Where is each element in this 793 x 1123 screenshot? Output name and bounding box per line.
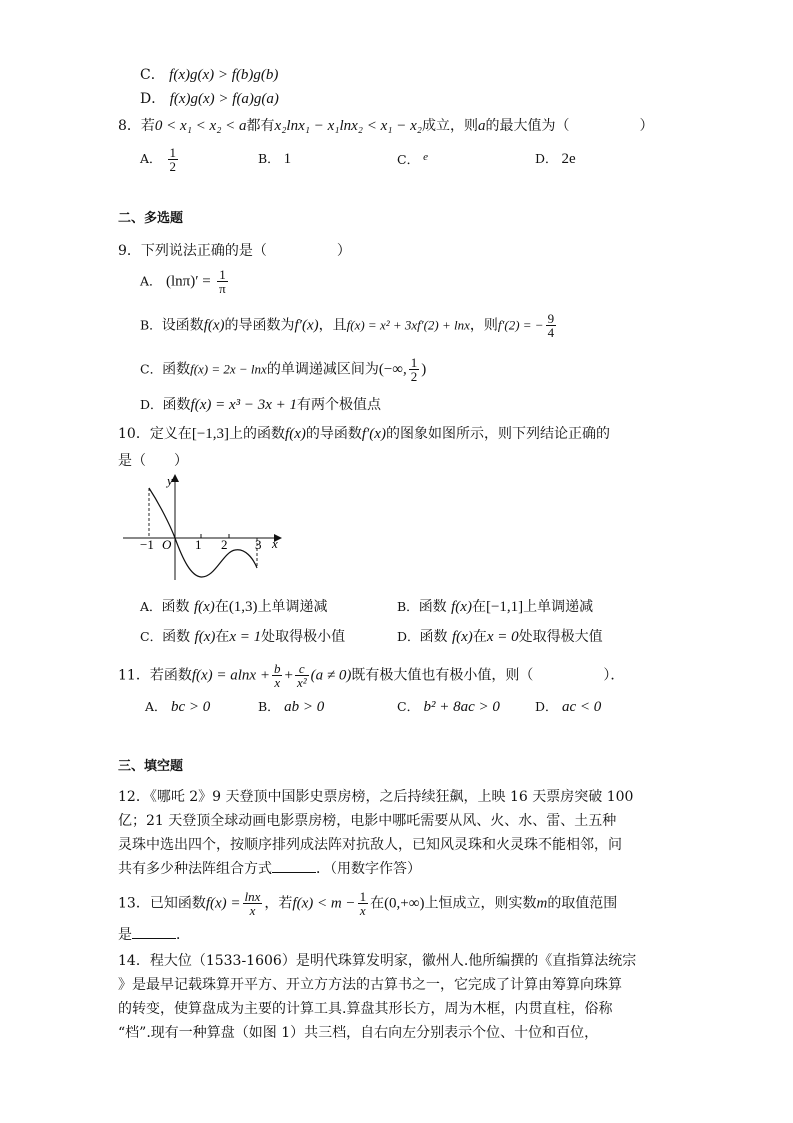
q11-option-d bbox=[535, 698, 601, 716]
math-operator: + bbox=[284, 667, 293, 684]
stem-text: 《哪吒 2》9 天登顶中国影史票房榜，之后持续狂飙，上映 16 天票房突破 100 bbox=[149, 789, 634, 805]
numerator: lnx bbox=[244, 889, 261, 904]
numerator: b bbox=[273, 661, 281, 676]
option-text: 在 bbox=[215, 629, 230, 645]
math-expression: (0,+∞) bbox=[384, 895, 425, 912]
question-number: 14． bbox=[118, 953, 150, 969]
stem-text: 的最大值为（ ） bbox=[485, 118, 654, 134]
q14-line4: “档”.现有一种算盘（如图 1）共三档，自右向左分别表示个位、十位和百位， bbox=[118, 1025, 599, 1041]
q10-option-b bbox=[397, 598, 593, 616]
q8-option-a bbox=[140, 146, 180, 173]
q7-option-d bbox=[140, 90, 279, 108]
math-variable: m bbox=[536, 895, 548, 912]
q11-option-b bbox=[258, 698, 324, 716]
option-value: e bbox=[423, 151, 428, 163]
option-text: 函数 bbox=[162, 397, 191, 413]
math-expression: (a ≠ 0) bbox=[310, 667, 352, 684]
stem-text: 的图象如图所示，则下列结论正确的 bbox=[385, 426, 610, 442]
math-expression: (1,3) bbox=[228, 599, 258, 615]
option-text: 处取得极大值 bbox=[518, 629, 603, 645]
numerator: 9 bbox=[547, 311, 555, 326]
math-expression: f(x) = alnx + bbox=[191, 667, 270, 684]
denominator: x bbox=[249, 903, 256, 918]
q8-option-c bbox=[397, 148, 428, 169]
math-expression: x = 0 bbox=[486, 629, 519, 645]
numerator: 1 bbox=[410, 355, 418, 370]
q11-option-a bbox=[145, 698, 210, 716]
option-text: 函数 bbox=[419, 629, 448, 645]
stem-text: 共有多少种法阵组合方式 bbox=[118, 861, 272, 877]
stem-text: 既有极大值也有极小值，则（ ）． bbox=[351, 667, 625, 684]
option-value: 1 bbox=[283, 151, 292, 167]
stem-text: ．（用数字作答） bbox=[316, 861, 421, 877]
numerator: 1 bbox=[359, 889, 367, 904]
q14-line2: 》是最早记载珠算开平方、开立方方法的古算书之一，它完成了计算由筹算向珠算 bbox=[118, 977, 622, 993]
stem-text: 的导函数 bbox=[305, 426, 362, 442]
stem-text: 若函数 bbox=[149, 667, 192, 684]
option-text: 处取得极小值 bbox=[261, 629, 346, 645]
math-expression: f(x) bbox=[451, 629, 473, 645]
math-expression: f(x) = x² + 3xf′(2) + lnx bbox=[346, 317, 470, 333]
math-expression: f′(x) bbox=[294, 317, 319, 334]
option-label: D． bbox=[535, 151, 558, 166]
q12-line2: 亿；21 天登顶全球动画电影票房榜，电影中哪吒需要从风、火、水、雷、土五种 bbox=[118, 813, 617, 829]
option-label: B． bbox=[397, 599, 419, 614]
stem-text: 下列说法正确的是（ ） bbox=[140, 243, 351, 259]
fraction bbox=[217, 268, 228, 295]
q8-option-b bbox=[258, 150, 291, 168]
q10-option-a bbox=[140, 598, 328, 616]
fraction bbox=[295, 662, 309, 689]
q14-line1 bbox=[118, 952, 636, 970]
option-label: D． bbox=[397, 629, 420, 644]
option-label: D． bbox=[535, 699, 558, 714]
option-text: ，且 bbox=[318, 317, 347, 334]
math-expression: f(x)g(x) > f(a)g(a) bbox=[169, 91, 279, 107]
stem-text: 上的函数 bbox=[229, 426, 286, 442]
math-expression: f(x) bbox=[285, 426, 306, 442]
math-variable: a bbox=[477, 118, 486, 134]
q7-option-c bbox=[140, 66, 278, 84]
option-label: A． bbox=[140, 599, 162, 614]
answer-blank[interactable] bbox=[132, 926, 176, 939]
derivative-graph bbox=[115, 470, 295, 585]
math-expression: [−1,3] bbox=[191, 426, 230, 442]
math-expression: ac < 0 bbox=[561, 699, 602, 715]
math-expression: bc > 0 bbox=[170, 699, 211, 715]
stem-text: 程大位（1533-1606）是明代珠算发明家，徽州人.他所编撰的《直指算法统宗 bbox=[149, 953, 637, 969]
math-expression: f(x) bbox=[194, 629, 216, 645]
question-number: 8． bbox=[118, 118, 141, 134]
math-expression: (−∞, bbox=[378, 361, 407, 378]
denominator: 2 bbox=[169, 159, 177, 174]
denominator: π bbox=[219, 281, 226, 296]
section-title-multiple-choice: 二、多选题 bbox=[118, 211, 184, 226]
option-label: B． bbox=[258, 699, 280, 714]
q10-stem-line2: 是（ ） bbox=[118, 453, 188, 469]
x-axis-label: x bbox=[272, 536, 278, 551]
question-number: 9． bbox=[118, 243, 141, 259]
option-text: 有两个极值点 bbox=[297, 397, 382, 413]
stem-text: 都有 bbox=[246, 118, 275, 134]
math-expression: x₂lnx₁ − x₁lnx₂ < x₁ − x₂ bbox=[274, 118, 422, 134]
stem-text: 若 bbox=[140, 118, 155, 134]
option-label: B． bbox=[140, 317, 162, 333]
math-expression: f′(2) = − bbox=[497, 317, 544, 333]
q9-option-c bbox=[140, 356, 426, 383]
q9-stem bbox=[118, 242, 351, 260]
stem-text: 已知函数 bbox=[149, 895, 206, 912]
option-label: C． bbox=[140, 67, 165, 83]
option-label: C． bbox=[140, 629, 163, 644]
math-expression: f(x) bbox=[193, 599, 215, 615]
option-value: 2e bbox=[561, 151, 576, 167]
stem-text: 是 bbox=[118, 927, 132, 943]
option-label: B． bbox=[258, 151, 280, 166]
fraction bbox=[409, 356, 420, 383]
fraction bbox=[546, 312, 557, 339]
math-expression: f(x) = bbox=[205, 895, 241, 912]
numerator: c bbox=[295, 662, 309, 676]
numerator: 1 bbox=[217, 268, 228, 282]
option-text: 在 bbox=[214, 599, 229, 615]
math-expression: f(x) < m − bbox=[292, 895, 356, 912]
math-expression: f(x) bbox=[203, 317, 225, 334]
q9-option-d bbox=[140, 396, 381, 414]
stem-text: 定义在 bbox=[149, 426, 192, 442]
q12-line1 bbox=[118, 788, 633, 806]
denominator: x bbox=[359, 903, 366, 918]
tick-label-3: 3 bbox=[255, 537, 262, 552]
option-text: 的导函数为 bbox=[224, 317, 295, 334]
q13-stem bbox=[118, 890, 617, 917]
math-expression: (lnπ)′ = bbox=[165, 273, 211, 290]
option-text: 函数 bbox=[161, 599, 190, 615]
option-label: C． bbox=[397, 699, 420, 714]
tick-label-1: 1 bbox=[195, 537, 202, 552]
question-number: 13． bbox=[118, 895, 150, 912]
option-text: 在 bbox=[472, 629, 487, 645]
question-number: 11． bbox=[118, 667, 150, 684]
q13-line2 bbox=[118, 926, 190, 944]
option-text: 的单调递减区间为 bbox=[266, 361, 379, 378]
option-label: A． bbox=[145, 699, 167, 714]
q8-option-d bbox=[535, 150, 576, 168]
math-expression: 0 < x₁ < x₂ < a bbox=[154, 118, 247, 134]
q10-stem bbox=[118, 425, 610, 443]
math-expression: f(x) = x³ − 3x + 1 bbox=[190, 397, 298, 413]
stem-text: ． bbox=[176, 927, 190, 943]
fraction bbox=[243, 890, 263, 917]
option-text: 函数 bbox=[162, 629, 191, 645]
math-expression: ab > 0 bbox=[284, 699, 325, 715]
option-text: 上单调递减 bbox=[257, 599, 328, 615]
denominator: 2 bbox=[410, 369, 418, 384]
answer-blank[interactable] bbox=[272, 860, 316, 873]
option-text: 函数 bbox=[418, 599, 447, 615]
q8-stem bbox=[118, 117, 653, 135]
math-expression: ) bbox=[421, 361, 427, 378]
q12-line4 bbox=[118, 860, 421, 878]
option-text: 设函数 bbox=[161, 317, 204, 334]
stem-text: 上恒成立，则实数 bbox=[424, 895, 537, 912]
math-expression: f(x) = 2x − lnx bbox=[190, 361, 267, 377]
option-label: C． bbox=[140, 361, 163, 377]
numerator: 1 bbox=[169, 145, 177, 160]
stem-text: 在 bbox=[370, 895, 385, 912]
math-expression: f(x)g(x) > f(b)g(b) bbox=[169, 67, 279, 83]
tick-label-2: 2 bbox=[221, 537, 228, 552]
q10-option-d bbox=[397, 628, 603, 646]
section-title-fill-in: 三、填空题 bbox=[118, 759, 184, 774]
math-expression: x = 1 bbox=[229, 629, 262, 645]
q10-option-c bbox=[140, 628, 345, 646]
fraction bbox=[358, 890, 369, 917]
option-label: A． bbox=[140, 273, 162, 289]
math-expression: f(x) bbox=[451, 599, 472, 615]
stem-text: ，若 bbox=[264, 895, 293, 912]
option-text: 函数 bbox=[162, 361, 191, 378]
option-text: 在 bbox=[471, 599, 486, 615]
math-expression: [−1,1] bbox=[485, 599, 524, 615]
option-text: ，则 bbox=[469, 317, 498, 334]
denominator: 4 bbox=[547, 325, 555, 340]
denominator: x bbox=[274, 675, 281, 690]
q12-line3: 灵珠中选出四个，按顺序排列成法阵对抗敌人，已知风灵珠和火灵珠不能相邻，问 bbox=[118, 837, 622, 853]
option-label: D． bbox=[140, 91, 166, 107]
stem-text: 的取值范围 bbox=[547, 895, 618, 912]
fraction bbox=[168, 146, 179, 173]
q11-stem bbox=[118, 662, 624, 689]
tick-label-minus1: −1 bbox=[140, 537, 154, 552]
q11-option-c bbox=[397, 698, 500, 716]
math-expression: b² + 8ac > 0 bbox=[423, 699, 500, 715]
option-label: D． bbox=[140, 397, 163, 412]
q9-option-a bbox=[140, 268, 230, 295]
q9-option-b bbox=[140, 312, 558, 339]
y-axis-label: y bbox=[167, 473, 173, 488]
origin-label: O bbox=[162, 537, 172, 552]
math-expression: f′(x) bbox=[361, 426, 386, 442]
denominator: x² bbox=[296, 675, 307, 690]
option-label: C． bbox=[397, 152, 420, 167]
stem-text: 成立，则 bbox=[421, 118, 478, 134]
question-number: 12． bbox=[118, 789, 150, 805]
derivative-curve bbox=[149, 488, 257, 577]
option-text: 上单调递减 bbox=[523, 599, 594, 615]
q14-line3: 的转变，使算盘成为主要的计算工具.算盘其形长方，周为木框，内贯直柱，俗称 bbox=[118, 1001, 613, 1017]
fraction bbox=[272, 662, 283, 689]
question-number: 10． bbox=[118, 426, 150, 442]
option-label: A． bbox=[140, 151, 162, 166]
